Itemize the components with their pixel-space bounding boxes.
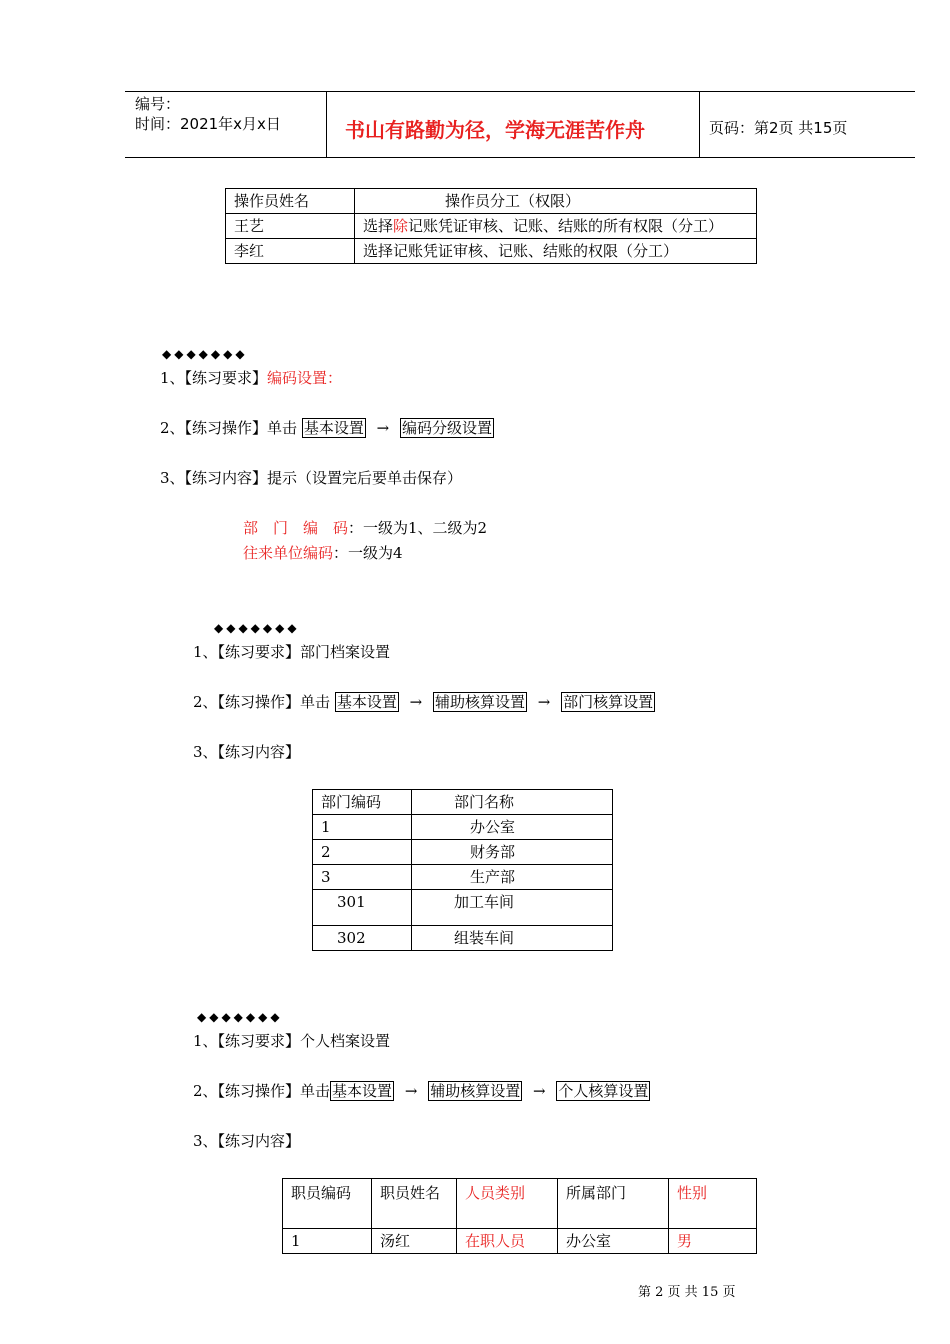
table-header-row (226, 189, 757, 214)
employee-table (282, 1178, 757, 1254)
dept-name-cell: 加工车间 (412, 890, 613, 926)
dept-coding-line (243, 517, 487, 539)
section-requirement (160, 367, 342, 389)
section-requirement: 1、【练习要求】个人档案设置 (193, 1032, 391, 1050)
dept-coding-value: ：一级为1、二级为2 (348, 519, 488, 537)
unit-coding-value: ：一级为4 (333, 544, 403, 562)
operation-prefix: 2、【练习操作】单击 (160, 419, 298, 437)
requirement-text: 编码设置： (267, 369, 343, 387)
dept-name-cell: 财务部 (412, 840, 613, 865)
section-content: 3、【练习内容】 (193, 1132, 301, 1150)
operation-prefix: 2、【练习操作】单击 (193, 1082, 331, 1100)
section-diamonds: ◆◆◆◆◆◆◆ (197, 1010, 283, 1024)
dept-code-cell: 1 (313, 815, 412, 840)
table-header-cell: 职员编码 (283, 1179, 372, 1229)
table-row (313, 865, 613, 890)
dept-code-cell: 2 (313, 840, 412, 865)
coding-level-settings-button[interactable]: 编码分级设置 (401, 419, 492, 437)
table-row (226, 214, 757, 239)
dept-code-cell: 3 (313, 865, 412, 890)
header-divider-left (326, 91, 327, 158)
table-header-cell: 所属部门 (558, 1179, 669, 1229)
operator-duty-cell (355, 239, 757, 264)
dept-code-cell: 302 (313, 926, 412, 951)
header-time-label: 时间：2021年x月x日 (135, 115, 281, 133)
basic-settings-button[interactable]: 基本设置 (336, 693, 397, 711)
dept-name-cell: 组装车间 (412, 926, 613, 951)
dept-accounting-button[interactable]: 部门核算设置 (563, 693, 654, 711)
duty-red-text: 除 (393, 217, 409, 235)
table-row (283, 1229, 757, 1254)
auxiliary-accounting-button[interactable]: 辅助核算设置 (430, 1082, 521, 1100)
section-operation (160, 417, 494, 439)
table-header-cell: 职员姓名 (372, 1179, 457, 1229)
unit-coding-label: 往来单位编码 (243, 544, 334, 562)
arrow-icon: → (537, 693, 551, 711)
table-row (313, 840, 613, 865)
dept-name-cell: 办公室 (412, 815, 613, 840)
dept-name-cell: 生产部 (412, 865, 613, 890)
section-requirement: 1、【练习要求】部门档案设置 (193, 643, 391, 661)
employee-code-cell: 1 (283, 1229, 372, 1254)
section-content: 3、【练习内容】 (193, 743, 301, 761)
table-row (313, 815, 613, 840)
table-header-cell: 部门编码 (313, 790, 412, 815)
header-page-info: 页码：第2页 共15页 (709, 119, 848, 137)
table-row (226, 239, 757, 264)
duty-text: 记账凭证审核、记账、结账的所有权限（分工） (408, 217, 724, 235)
operator-name-cell: 王艺 (226, 214, 355, 239)
header-number-label: 编号： (135, 95, 181, 113)
arrow-icon: → (404, 1082, 418, 1100)
table-header-cell: 操作员姓名 (226, 189, 355, 214)
personal-accounting-button[interactable]: 个人核算设置 (558, 1082, 649, 1100)
auxiliary-accounting-button[interactable]: 辅助核算设置 (434, 693, 525, 711)
header-divider-right (699, 91, 700, 158)
basic-settings-button[interactable]: 基本设置 (303, 419, 364, 437)
operator-duty-cell (355, 214, 757, 239)
duty-text: 选择记账凭证审核、记账、结账的权限（分工） (363, 242, 679, 260)
table-header-cell: 人员类别 (457, 1179, 558, 1229)
table-header-cell: 部门名称 (412, 790, 613, 815)
basic-settings-button[interactable]: 基本设置 (332, 1082, 393, 1100)
table-header-row (283, 1179, 757, 1229)
operation-prefix: 2、【练习操作】单击 (193, 693, 331, 711)
section-diamonds: ◆◆◆◆◆◆◆ (162, 347, 248, 361)
arrow-icon: → (533, 1082, 546, 1100)
header-top-rule (125, 91, 915, 92)
unit-coding-line (243, 542, 403, 564)
section-operation (193, 1080, 650, 1102)
table-row (313, 926, 613, 951)
requirement-prefix: 1、【练习要求】 (160, 369, 268, 387)
table-header-row (313, 790, 613, 815)
table-header-cell: 性别 (669, 1179, 757, 1229)
dept-code-cell: 301 (313, 890, 412, 926)
arrow-icon: → (376, 419, 390, 437)
employee-name-cell: 汤红 (372, 1229, 457, 1254)
arrow-icon: → (409, 693, 423, 711)
table-header-cell: 操作员分工（权限） (355, 189, 757, 214)
employee-gender-cell: 男 (669, 1229, 757, 1254)
dept-coding-label: 部 门 编 码 (243, 519, 349, 537)
employee-type-cell: 在职人员 (457, 1229, 558, 1254)
section-content: 3、【练习内容】提示（设置完后要单击保存） (160, 469, 463, 487)
employee-dept-cell: 办公室 (558, 1229, 669, 1254)
header-motto: 书山有路勤为径，学海无涯苦作舟 (345, 118, 645, 142)
duty-text: 选择 (363, 217, 394, 235)
section-operation (193, 691, 655, 713)
section-diamonds: ◆◆◆◆◆◆◆ (214, 621, 300, 635)
header-bottom-rule (125, 157, 915, 158)
operator-name-cell: 李红 (226, 239, 355, 264)
footer-page-number: 第 2 页 共 15 页 (638, 1285, 736, 1300)
table-row (313, 890, 613, 926)
department-table (312, 789, 613, 951)
operator-table (225, 188, 757, 264)
